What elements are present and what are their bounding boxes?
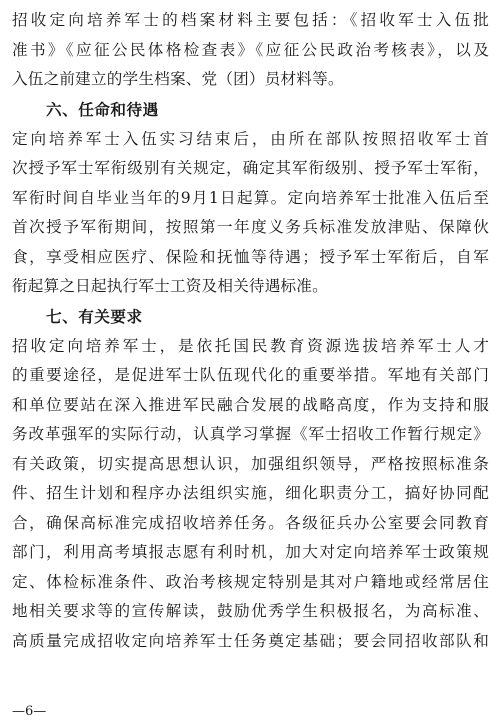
paragraph-requirements	[12, 332, 489, 657]
text-line: 的重要途径，是促进军士队伍现代化的重要举措。军地有关部门	[12, 366, 489, 384]
text-line: 定、体检标准条件、政治考核规定特别是其对户籍地或经常居住	[12, 572, 489, 591]
text-line: 务改革强军的实际行动，认真学习掌握《军士招收工作暂行规定》	[12, 425, 489, 443]
text-line: 准书》《应征公民体格检查表》《应征公民政治考核表》，以及	[12, 40, 489, 59]
text-line: 食，享受相应医疗、保险和抚恤等待遇；授予军士军衔后，自军	[12, 247, 489, 266]
text-line: 合，确保高标准完成招收培养任务。各级征兵办公室要会同教育	[12, 513, 489, 532]
text-line: 和单位要站在深入推进军民融合发展的战略高度，作为支持和服	[12, 395, 489, 414]
paragraph-archive-materials	[12, 6, 489, 95]
text-line: 招收定向培养军士的档案材料主要包括：《招收军士入伍批	[12, 11, 489, 29]
section-heading-requirements: 七、有关要求	[46, 307, 143, 326]
text-line: 招收定向培养军士，是依托国民教育资源选拔培养军士人才	[12, 336, 489, 355]
text-line: 地相关要求等的宣传解读，鼓励优秀学生积极报名，为高标准、	[12, 602, 489, 620]
text-line: 次授予军士军衔级别有关规定，确定其军衔级别、授予军士军衔，	[12, 159, 489, 177]
text-line: 件、招生计划和程序办法组织实施，细化职责分工，搞好协同配	[12, 484, 489, 502]
paragraph-appointment	[12, 125, 489, 302]
document-page	[12, 6, 489, 656]
section-heading-appointment: 六、任命和待遇	[46, 100, 159, 119]
text-line: 有关政策，切实提高思想认识，加强组织领导，严格按照标准条	[12, 454, 489, 473]
text-line: 高质量完成招收定向培养军士任务奠定基础；要会同招收部队和	[12, 631, 489, 650]
text-line: 部门，利用高考填报志愿有利时机，加大对定向培养军士政策规	[12, 543, 489, 561]
text-line: 衔起算之日起执行军士工资及相关待遇标准。	[12, 277, 328, 295]
page-number: —6—	[12, 704, 47, 719]
text-line: 首次授予军衔期间，按照第一年度义务兵标准发放津贴、保障伙	[12, 218, 489, 236]
text-line: 入伍之前建立的学生档案、党（团）员材料等。	[12, 70, 344, 88]
text-line: 军衔时间自毕业当年的9月1日起算。定向培养军士批准入伍后至	[12, 188, 489, 207]
text-line: 定向培养军士入伍实习结束后，由所在部队按照招收军士首	[12, 129, 489, 148]
